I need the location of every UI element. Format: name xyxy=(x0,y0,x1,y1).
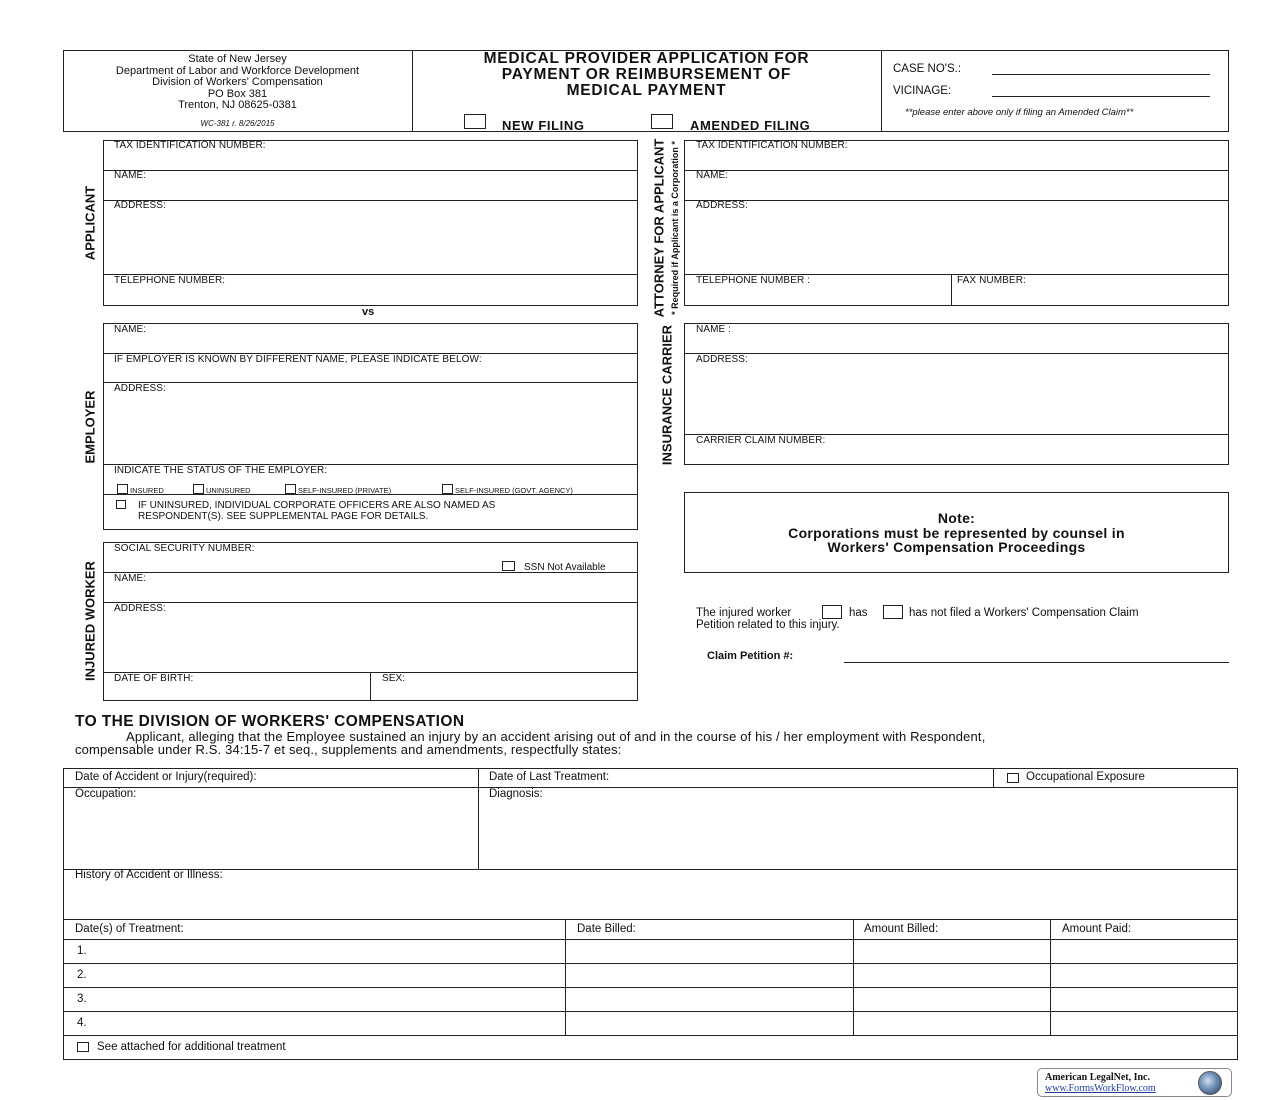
details-table xyxy=(63,768,1238,1060)
legalnet-url[interactable]: www.FormsWorkFlow.com xyxy=(1045,1083,1156,1094)
status-uninsured-checkbox[interactable] xyxy=(193,484,204,494)
see-attached-checkbox[interactable] xyxy=(77,1042,89,1052)
globe-icon xyxy=(1198,1071,1222,1095)
status-self-private-checkbox[interactable] xyxy=(285,484,296,494)
status-insured-label: INSURED xyxy=(130,486,164,495)
uninsured-officers-checkbox[interactable] xyxy=(116,500,126,509)
date-of-accident-field[interactable]: Date of Accident or Injury(required): xyxy=(75,771,257,783)
status-self-govt-checkbox[interactable] xyxy=(442,484,453,494)
petition-has-label: has xyxy=(849,607,868,619)
treatment-row-number[interactable]: 2. xyxy=(77,969,87,981)
agency-line: Division of Workers' Compensation xyxy=(152,76,323,88)
petition-has-checkbox[interactable] xyxy=(822,605,842,619)
agency-line: Department of Labor and Workforce Development xyxy=(115,64,360,77)
header-dates-of-treatment: Date(s) of Treatment: xyxy=(75,923,184,935)
applicant-telephone-field[interactable]: TELEPHONE NUMBER: xyxy=(114,275,226,286)
form-number: WC-381 r. 8/26/2015 xyxy=(200,118,275,128)
employer-address-field[interactable]: ADDRESS: xyxy=(114,383,166,394)
attorney-address-field[interactable]: ADDRESS: xyxy=(696,200,748,211)
amended-filing-checkbox[interactable] xyxy=(651,114,673,129)
agency-line: PO Box 381 xyxy=(207,87,268,100)
case-nos-field[interactable] xyxy=(992,74,1210,75)
petition-line2: Petition related to this injury. xyxy=(696,619,840,631)
form-title xyxy=(412,51,881,99)
attorney-name-field[interactable]: NAME: xyxy=(696,170,729,181)
carrier-section-label: INSURANCE CARRIER xyxy=(659,324,675,466)
uninsured-note-line: RESPONDENT(S). SEE SUPPLEMENTAL PAGE FOR DETAILS. xyxy=(138,511,429,522)
vicinage-field[interactable] xyxy=(992,96,1210,97)
worker-section-label: INJURED WORKER xyxy=(82,561,98,681)
division-line2: compensable under R.S. 34:15-7 et seq., supplements and amendments, respectfully states: xyxy=(75,742,622,757)
division-heading: TO THE DIVISION OF WORKERS' COMPENSATION xyxy=(75,713,465,730)
carrier-name-field[interactable]: NAME : xyxy=(696,324,732,335)
attorney-fax-field[interactable]: FAX NUMBER: xyxy=(957,275,1026,286)
worker-dob-field[interactable]: DATE OF BIRTH: xyxy=(114,673,194,684)
employer-different-name-field[interactable]: IF EMPLOYER IS KNOWN BY DIFFERENT NAME, PLEASE INDICATE BELOW: xyxy=(114,354,482,365)
header-amount-billed: Amount Billed: xyxy=(864,923,939,935)
worker-name-field[interactable]: NAME: xyxy=(114,573,147,584)
legalnet-company: American LegalNet, Inc. xyxy=(1045,1072,1150,1083)
worker-sex-field[interactable]: SEX: xyxy=(382,673,406,684)
agency-block xyxy=(63,54,412,129)
amended-note: **please enter above only if filing an Amended Claim** xyxy=(905,107,1134,118)
date-last-treatment-field[interactable]: Date of Last Treatment: xyxy=(489,771,610,783)
header-date-billed: Date Billed: xyxy=(577,923,636,935)
petition-has-not-label: has not filed a Workers' Compensation Claim xyxy=(909,607,1139,619)
agency-line: Trenton, NJ 08625-0381 xyxy=(178,99,297,111)
uninsured-note-line: IF UNINSURED, INDIVIDUAL CORPORATE OFFICERS ARE ALSO NAMED AS xyxy=(138,500,496,511)
vicinage-label: VICINAGE: xyxy=(893,85,952,97)
ssn-not-available-label: SSN Not Available xyxy=(524,562,606,573)
treatment-row-number[interactable]: 4. xyxy=(77,1017,87,1029)
see-attached-label: See attached for additional treatment xyxy=(97,1041,286,1053)
title-line: PAYMENT OR REIMBURSEMENT OF xyxy=(501,66,792,83)
amended-filing-label: AMENDED FILING xyxy=(690,118,811,133)
carrier-claim-number-field[interactable]: CARRIER CLAIM NUMBER: xyxy=(696,435,826,446)
note-line: Workers' Compensation Proceedings xyxy=(827,539,1086,555)
status-self-govt-label: SELF-INSURED (GOVT. AGENCY) xyxy=(455,486,573,495)
carrier-address-field[interactable]: ADDRESS: xyxy=(696,354,748,365)
occupation-field[interactable]: Occupation: xyxy=(75,788,137,800)
applicant-section-label: APPLICANT xyxy=(82,185,98,261)
vs-label: vs xyxy=(362,306,375,318)
new-filing-label: NEW FILING xyxy=(502,118,585,133)
employer-name-field[interactable]: NAME: xyxy=(114,324,147,335)
status-uninsured-label: UNINSURED xyxy=(206,486,251,495)
treatment-row-number[interactable]: 3. xyxy=(77,993,87,1005)
employer-status-label: INDICATE THE STATUS OF THE EMPLOYER: xyxy=(114,465,328,476)
title-line: MEDICAL PROVIDER APPLICATION FOR xyxy=(483,50,810,67)
case-nos-label: CASE NO'S.: xyxy=(893,63,962,75)
ssn-not-available-checkbox[interactable] xyxy=(502,561,515,571)
history-field[interactable]: History of Accident or Illness: xyxy=(75,869,223,881)
petition-prefix: The injured worker xyxy=(696,607,792,619)
diagnosis-field[interactable]: Diagnosis: xyxy=(489,788,543,800)
occupational-exposure-label: Occupational Exposure xyxy=(1026,771,1145,783)
status-self-private-label: SELF-INSURED (PRIVATE) xyxy=(298,486,392,495)
attorney-tax-id-field[interactable]: TAX IDENTIFICATION NUMBER: xyxy=(696,140,848,151)
attorney-telephone-field[interactable]: TELEPHONE NUMBER : xyxy=(696,275,811,286)
attorney-section-label: ATTORNEY FOR APPLICANT xyxy=(651,138,667,318)
note-heading: Note: xyxy=(937,510,976,526)
division-line1: Applicant, alleging that the Employee sustained an injury by an accident arising out of and in the course of his / her employment with Respondent, xyxy=(126,729,986,744)
claim-petition-label: Claim Petition #: xyxy=(707,650,794,662)
treatment-row-number[interactable]: 1. xyxy=(77,945,87,957)
note-text xyxy=(684,511,1229,555)
applicant-name-field[interactable]: NAME: xyxy=(114,170,147,181)
title-line: MEDICAL PAYMENT xyxy=(566,82,727,99)
new-filing-checkbox[interactable] xyxy=(464,114,486,129)
worker-ssn-field[interactable]: SOCIAL SECURITY NUMBER: xyxy=(114,543,255,554)
legalnet-logo xyxy=(1037,1068,1232,1097)
status-insured-checkbox[interactable] xyxy=(117,484,128,494)
worker-address-field[interactable]: ADDRESS: xyxy=(114,603,166,614)
agency-line: State of New Jersey xyxy=(188,53,287,65)
claim-petition-field[interactable] xyxy=(844,662,1229,663)
occupational-exposure-checkbox[interactable] xyxy=(1007,773,1019,783)
uninsured-note xyxy=(138,500,495,522)
header-amount-paid: Amount Paid: xyxy=(1062,923,1132,935)
employer-section-label: EMPLOYER xyxy=(82,390,98,464)
applicant-tax-id-field[interactable]: TAX IDENTIFICATION NUMBER: xyxy=(114,140,266,151)
attorney-required-note: * Required if Applicant is a Corporation * xyxy=(670,141,680,315)
note-line: Corporations must be represented by counsel in xyxy=(788,524,1125,541)
petition-has-not-checkbox[interactable] xyxy=(883,605,903,619)
applicant-address-field[interactable]: ADDRESS: xyxy=(114,200,166,211)
